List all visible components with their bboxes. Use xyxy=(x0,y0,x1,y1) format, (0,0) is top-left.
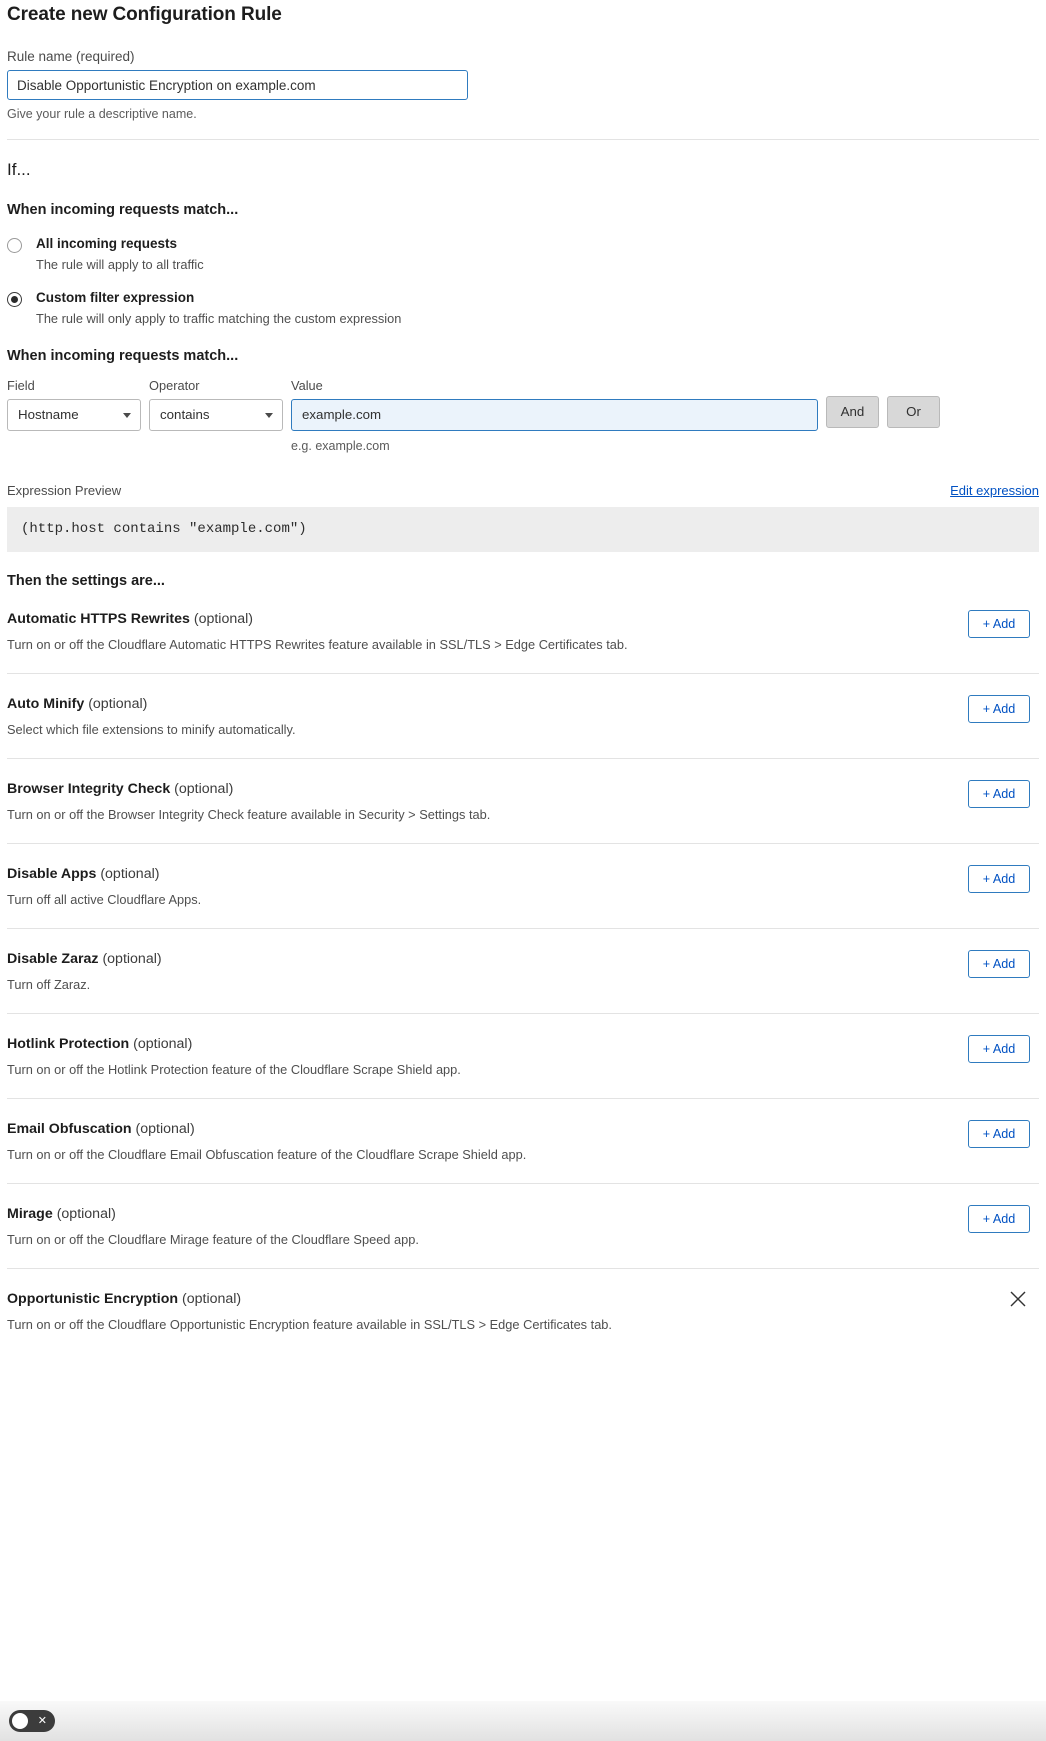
setting-optional: (optional) xyxy=(182,1290,242,1307)
add-button[interactable]: + Add xyxy=(968,610,1030,638)
radio-label-all-requests: All incoming requests xyxy=(36,236,178,251)
setting-name: Mirage xyxy=(7,1205,53,1222)
setting-name: Hotlink Protection xyxy=(7,1035,130,1052)
setting-description: Select which file extensions to minify automatically. xyxy=(7,721,296,737)
value-column xyxy=(291,378,818,453)
setting-description: Turn on or off the Cloudflare Opportunistic Encryption feature available in SSL/TLS > Edge Certificates tab. xyxy=(7,1316,612,1332)
operator-label: Operator xyxy=(149,377,200,393)
setting-name: Browser Integrity Check xyxy=(7,780,171,797)
spacer xyxy=(826,378,879,396)
setting-toggle[interactable] xyxy=(9,1710,55,1732)
setting-optional: (optional) xyxy=(56,1205,116,1222)
setting-name: Automatic HTTPS Rewrites xyxy=(7,610,190,627)
setting-disable-zaraz xyxy=(7,929,1039,1014)
setting-title xyxy=(7,1206,1039,1222)
builder-heading: When incoming requests match... xyxy=(7,347,239,364)
setting-optional: (optional) xyxy=(174,780,234,797)
radio-sub-custom-filter: The rule will only apply to traffic matching the custom expression xyxy=(36,310,402,326)
setting-title xyxy=(7,1121,1039,1137)
setting-title xyxy=(7,696,1039,712)
setting-name: Email Obfuscation xyxy=(7,1120,132,1137)
setting-title xyxy=(7,781,1039,797)
setting-auto-minify xyxy=(7,674,1039,759)
setting-description: Turn on or off the Cloudflare Automatic HTTPS Rewrites feature available in SSL/TLS > Edge Certificates tab. xyxy=(7,636,628,652)
operator-select-value: contains xyxy=(160,407,210,423)
bottom-bar xyxy=(0,1701,1046,1741)
toggle-x-icon: ✕ xyxy=(37,1714,47,1727)
radio-icon-all-requests[interactable] xyxy=(7,238,22,253)
radio-label-custom-filter: Custom filter expression xyxy=(36,289,195,305)
and-column xyxy=(826,378,879,428)
setting-description: Turn on or off the Cloudflare Mirage feature of the Cloudflare Speed app. xyxy=(7,1231,419,1247)
value-hint: e.g. example.com xyxy=(291,438,390,453)
setting-name: Auto Minify xyxy=(7,695,85,712)
setting-optional: (optional) xyxy=(100,865,160,882)
match-heading: When incoming requests match... xyxy=(7,202,239,218)
field-column xyxy=(7,378,141,431)
setting-optional: (optional) xyxy=(133,1035,193,1052)
add-button[interactable]: + Add xyxy=(968,950,1030,978)
radio-option-all-requests[interactable] xyxy=(7,236,1039,272)
divider xyxy=(7,139,1039,140)
setting-opportunistic-encryption xyxy=(7,1269,1039,1353)
setting-optional: (optional) xyxy=(135,1120,195,1137)
add-button[interactable]: + Add xyxy=(968,865,1030,893)
value-label: Value xyxy=(291,377,323,393)
setting-title xyxy=(7,951,1039,967)
setting-description: Turn on or off the Browser Integrity Check feature available in Security > Settings tab. xyxy=(7,806,491,822)
setting-description: Turn off Zaraz. xyxy=(7,976,91,992)
setting-browser-integrity-check xyxy=(7,759,1039,844)
radio-sub-all-requests: The rule will apply to all traffic xyxy=(36,256,204,272)
page-title: Create new Configuration Rule xyxy=(7,4,282,25)
setting-email-obfuscation xyxy=(7,1099,1039,1184)
setting-title xyxy=(7,1291,1039,1307)
add-button[interactable]: + Add xyxy=(968,1120,1030,1148)
radio-option-custom-filter[interactable] xyxy=(7,290,1039,326)
add-button[interactable]: + Add xyxy=(968,1205,1030,1233)
toggle-knob xyxy=(12,1713,28,1729)
add-button[interactable]: + Add xyxy=(968,780,1030,808)
close-icon[interactable] xyxy=(1008,1289,1028,1309)
setting-name: Disable Apps xyxy=(7,865,97,882)
rule-name-helper: Give your rule a descriptive name. xyxy=(7,107,197,121)
configuration-rule-form xyxy=(0,4,1046,1353)
setting-title xyxy=(7,611,1039,627)
or-button[interactable]: Or xyxy=(887,396,940,428)
spacer xyxy=(887,378,940,396)
setting-title xyxy=(7,1036,1039,1052)
field-label: Field xyxy=(7,377,35,393)
add-button[interactable]: + Add xyxy=(968,695,1030,723)
rule-name-label: Rule name (required) xyxy=(7,49,135,64)
setting-automatic-https-rewrites xyxy=(7,589,1039,674)
or-column xyxy=(887,378,940,428)
expression-preview-label: Expression Preview xyxy=(7,482,122,498)
chevron-down-icon xyxy=(265,413,273,418)
setting-name: Opportunistic Encryption xyxy=(7,1290,179,1307)
operator-column xyxy=(149,378,283,431)
radio-icon-custom-filter[interactable] xyxy=(7,292,22,307)
setting-optional: (optional) xyxy=(88,695,148,712)
setting-name: Disable Zaraz xyxy=(7,950,99,967)
setting-title xyxy=(7,866,1039,882)
setting-optional: (optional) xyxy=(102,950,162,967)
then-heading: Then the settings are... xyxy=(7,572,165,589)
setting-optional: (optional) xyxy=(193,610,254,627)
if-heading: If... xyxy=(7,160,31,179)
rule-name-input[interactable] xyxy=(7,70,468,100)
expression-header xyxy=(7,483,1039,498)
add-button[interactable]: + Add xyxy=(968,1035,1030,1063)
field-select-value: Hostname xyxy=(18,407,79,423)
expression-preview-box: (http.host contains "example.com") xyxy=(7,507,1039,552)
and-button[interactable]: And xyxy=(826,396,879,428)
field-select[interactable] xyxy=(7,399,141,431)
setting-description: Turn on or off the Hotlink Protection feature of the Cloudflare Scrape Shield app. xyxy=(7,1061,461,1077)
chevron-down-icon xyxy=(123,413,131,418)
filter-builder-row xyxy=(7,378,1039,453)
setting-description: Turn on or off the Cloudflare Email Obfuscation feature of the Cloudflare Scrape Shield app. xyxy=(7,1146,527,1162)
edit-expression-link[interactable]: Edit expression xyxy=(950,482,1039,498)
operator-select[interactable] xyxy=(149,399,283,431)
value-input[interactable] xyxy=(291,399,818,431)
setting-disable-apps xyxy=(7,844,1039,929)
setting-description: Turn off all active Cloudflare Apps. xyxy=(7,891,202,907)
setting-hotlink-protection xyxy=(7,1014,1039,1099)
setting-mirage xyxy=(7,1184,1039,1269)
